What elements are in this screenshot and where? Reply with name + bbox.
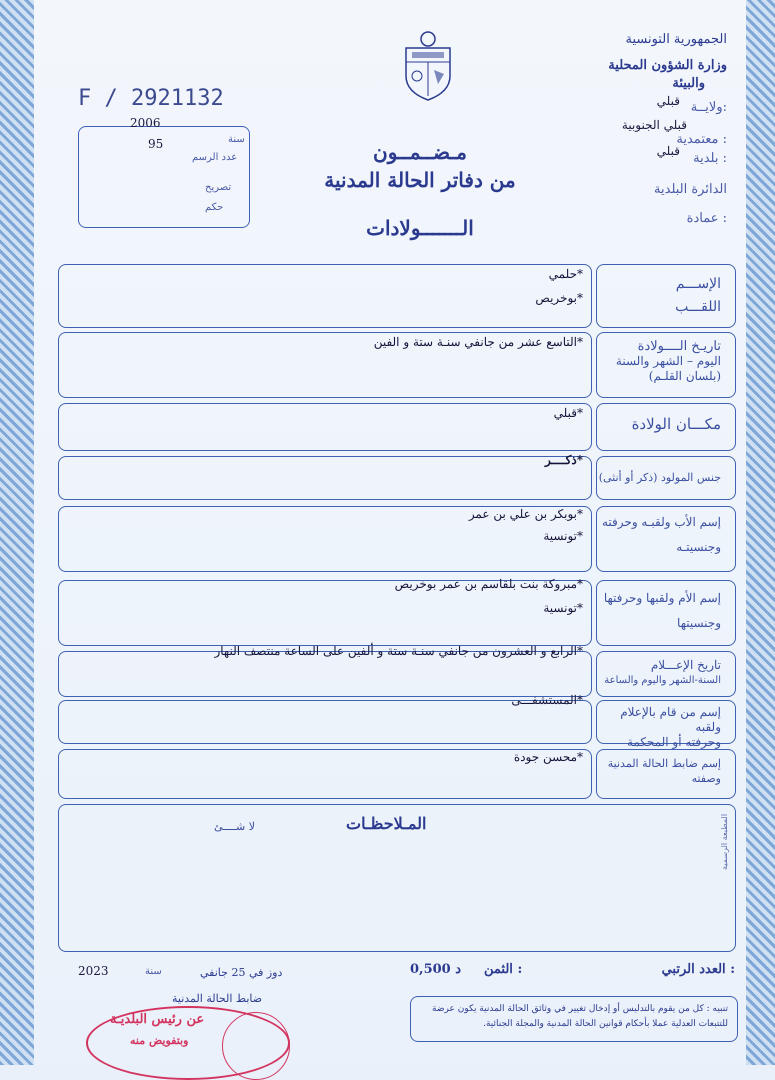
birth-date-value: التاسع عشر من جانفي سنـة ستة و الفين*	[373, 335, 583, 349]
last-name-value: بوخريص*	[535, 291, 583, 305]
judgment-label: حكم	[205, 202, 224, 213]
officer-label: إسم ضابط الحالة المدنية	[607, 757, 721, 770]
declarant-label: إسم من قام بالإعلام ولقبه	[620, 705, 721, 734]
row-father	[58, 506, 736, 570]
remarks-label: المـلاحظـات	[346, 814, 427, 833]
value-cell	[58, 577, 592, 646]
label-cell	[596, 264, 736, 328]
label-cell	[596, 580, 736, 646]
first-name-value: حلمي*	[548, 267, 583, 281]
label-cell	[596, 456, 736, 500]
remarks-value: لا شــــئ	[214, 820, 256, 833]
row-name	[58, 264, 736, 326]
reg-number-value: 95	[148, 137, 164, 151]
first-name-label: الإســـم	[675, 276, 721, 292]
declaration-label: تصريح	[205, 182, 232, 193]
declarant-value: المستشفـــى*	[511, 693, 583, 707]
birth-date-note: (بلسان القلـم)	[648, 369, 721, 383]
title-line-1: مـضــمــون	[373, 140, 467, 164]
officer-sublabel: وصفته	[691, 772, 721, 785]
mother-label: إسم الأم ولقبها وحرفتها	[603, 591, 721, 605]
baladia-label: بلدية :	[693, 151, 727, 166]
father-nationality-label: وجنسيتـه	[676, 540, 721, 554]
row-mother	[58, 577, 736, 644]
father-label: إسم الأب ولقبـه وحرفته	[601, 515, 721, 529]
round-seal	[222, 1012, 290, 1080]
row-officer	[58, 749, 736, 797]
declaration-date-label: تاريخ الإعـــلام	[650, 658, 721, 672]
value-cell	[58, 644, 592, 697]
officer-value: محسن جودة*	[513, 750, 583, 764]
ministry-line-1: وزارة الشؤون المحلية	[608, 58, 727, 73]
sex-value: ذكــــر*	[544, 453, 583, 467]
mother-nationality-label: وجنسيتها	[677, 616, 721, 630]
issued-place-date: دوز في 25 جانفي	[200, 966, 283, 979]
officer-title: ضابط الحالة المدنية	[172, 992, 263, 1005]
declarant-sublabel: وحرفته أو المحكمة	[626, 735, 721, 749]
sex-label: جنس المولود (ذكر أو أنثى)	[598, 471, 721, 484]
birth-place-value: قبلي*	[553, 406, 583, 420]
omada-label: عمادة :	[686, 211, 727, 226]
year-label: سنة	[228, 134, 245, 145]
issued-year: 2023	[78, 964, 109, 978]
mother-name-value: مبروكة بنت بلقاسم بن عمر بوخريص*	[394, 577, 583, 591]
serial-number: F / 2921132	[78, 86, 224, 111]
label-cell	[596, 403, 736, 451]
notice-text: تنبيه : كل من يقوم بالتدليس أو إدخال تغيير في وثائق الحالة المدنية يكون عرضة للتتبعات العدلية عملا بأحكام قوانين الحالة المدنية والمجلة الجنائية.	[432, 1004, 728, 1029]
price-label: الثمن :	[484, 962, 523, 977]
ministry-line-2: والبيئة	[672, 76, 705, 91]
registration-box	[78, 126, 250, 228]
value-cell	[58, 749, 592, 799]
wilaya-label: ولايــة:	[690, 100, 727, 115]
value-cell	[58, 403, 592, 451]
stamp-line-2: وبتفويض منه	[130, 1034, 189, 1047]
serial-label: العدد الرتبي :	[661, 962, 735, 977]
row-sex	[58, 453, 736, 498]
birth-date-sublabel: اليوم – الشهر والسنة	[615, 354, 721, 368]
coat-of-arms-emblem	[400, 30, 456, 102]
wilaya-value: قبلي	[656, 94, 680, 108]
label-cell	[596, 700, 736, 749]
reg-number-label: عدد الرسم	[192, 152, 238, 163]
birth-date-label: تاريـخ الــــولادة	[637, 339, 721, 354]
label-cell	[596, 332, 736, 398]
value-cell	[58, 332, 592, 398]
value-cell	[58, 693, 592, 744]
value-cell	[58, 506, 592, 572]
year-value: 2006	[130, 116, 161, 130]
declaration-date-value: الرابع و العشرون من جانفي سنـة ستة و ألفين على الساعة منتصف النهار*	[214, 644, 583, 658]
last-name-label: اللقـــب	[675, 299, 721, 315]
father-name-value: بوبكر بن علي بن عمر*	[468, 507, 583, 521]
row-declarant	[58, 693, 736, 749]
value-cell	[58, 453, 592, 500]
printer-mark: المطبعة الرسمية	[720, 813, 729, 870]
value-cell	[58, 264, 592, 328]
label-cell	[596, 749, 736, 799]
republic-label: الجمهورية التونسية	[625, 32, 727, 47]
mother-nationality-value: تونسية*	[543, 601, 583, 615]
row-declaration-date	[58, 644, 736, 695]
motamadia-value: قبلي الجنوبية	[621, 118, 687, 132]
label-cell	[596, 651, 736, 697]
row-birth-date	[58, 332, 736, 396]
stamp-line-1: عن رئيس البلديـة	[110, 1012, 205, 1027]
title-line-2: من دفاتر الحالة المدنية	[324, 168, 516, 192]
label-cell	[596, 506, 736, 572]
birth-place-label: مكـــان الولادة	[631, 415, 721, 433]
price-value: 0,500 د	[410, 962, 462, 977]
baladia-value: قبلي	[656, 144, 680, 158]
motamadia-label: معتمدية :	[676, 132, 727, 147]
title-line-3: الـــــــولادات	[366, 216, 474, 240]
declaration-date-sublabel: السنة-الشهر واليوم والساعة	[604, 675, 721, 686]
row-birth-place	[58, 403, 736, 449]
issued-year-label: سنة	[145, 966, 162, 977]
district-label: الدائرة البلدية	[654, 182, 727, 197]
father-nationality-value: تونسية*	[543, 529, 583, 543]
